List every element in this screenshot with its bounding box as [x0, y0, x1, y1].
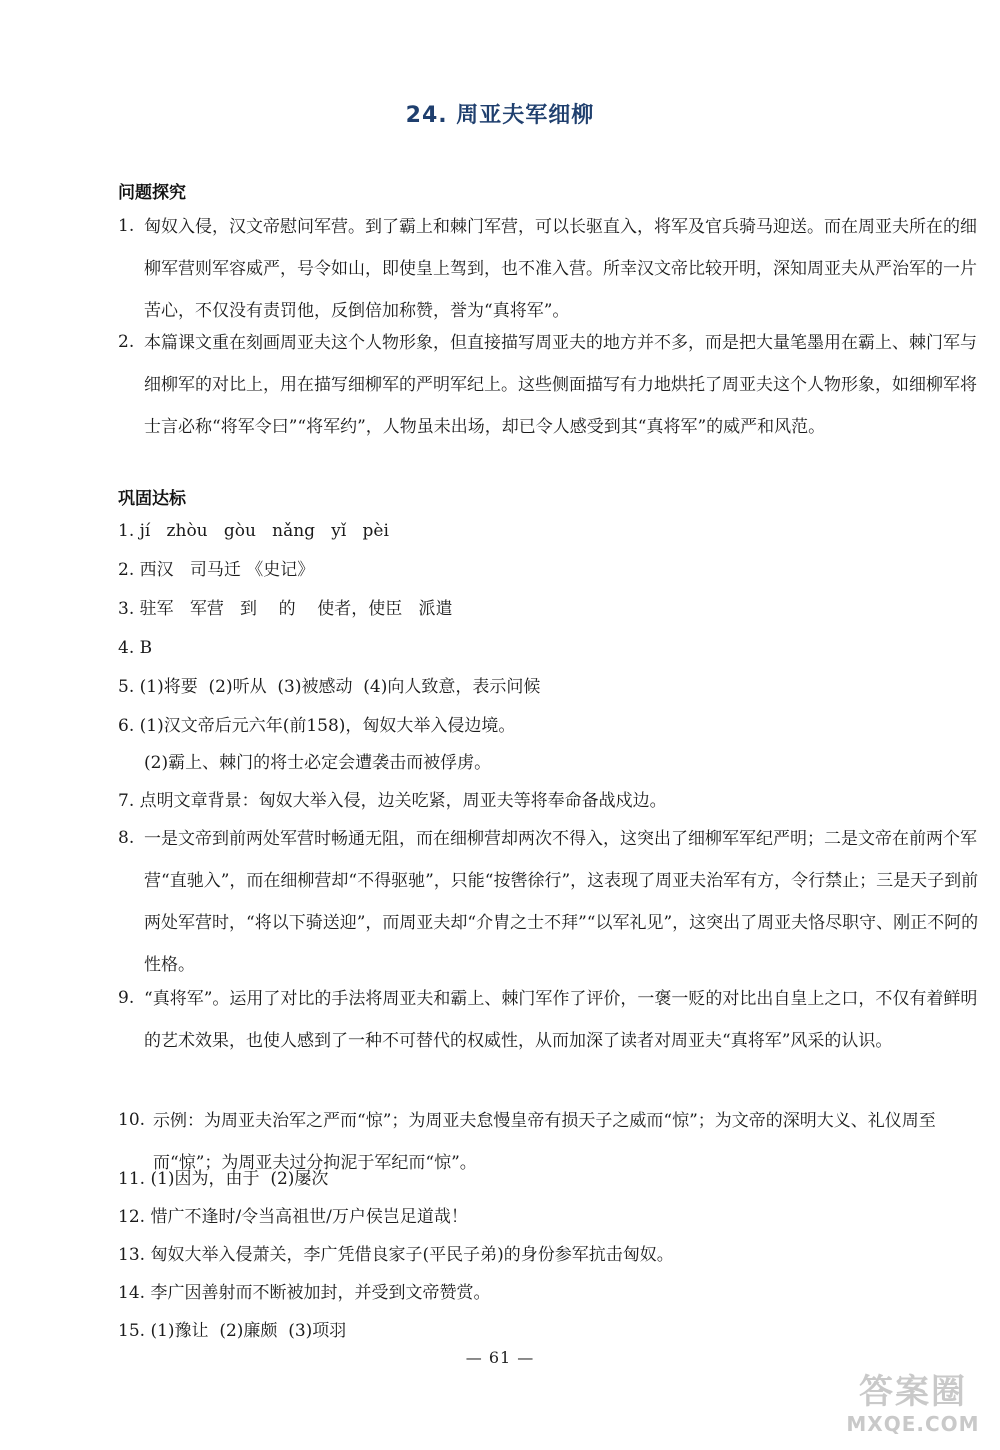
- answer-1: 1. jí zhòu gòu nǎng yǐ pèi: [118, 521, 389, 541]
- answer-15: 15. (1)豫让 (2)廉颇 (3)项羽: [118, 1321, 347, 1341]
- item-number: 9.: [118, 988, 135, 1008]
- answer-2: 2. 西汉 司马迁 《史记》: [118, 560, 315, 580]
- inquiry-item-1: [118, 206, 988, 332]
- item-text: 匈奴入侵，汉文帝慰问军营。到了霸上和棘门军营，可以长驱直入，将军及官兵骑马迎送。而在周亚夫所在的细柳军营则军容威严，号令如山，即使皇上驾到，也不准入营。所幸汉文帝比较开明，深知周亚夫从严治军的一片苦心，不仅没有责罚他，反倒倍加称赞，誉为“真将军”。: [144, 217, 977, 321]
- answer-11: 11. (1)因为，由于 (2)屡次: [118, 1169, 329, 1189]
- answer-4: 4. B: [118, 638, 153, 658]
- inquiry-item-2: [118, 322, 988, 448]
- answer-9: [118, 978, 988, 1062]
- item-text: 示例：为周亚夫治军之严而“惊”；为周亚夫怠慢皇帝有损天子之威而“惊”；为文帝的深明大义、礼仪周至而“惊”；为周亚夫过分拘泥于军纪而“惊”。: [153, 1111, 936, 1173]
- watermark-text-cn: 答案圈: [859, 1372, 967, 1412]
- item-number: 10.: [118, 1110, 146, 1130]
- answer-13: 13. 匈奴大举入侵萧关，李广凭借良家子(平民子弟)的身份参军抗击匈奴。: [118, 1245, 674, 1265]
- item-text: “真将军”。运用了对比的手法将周亚夫和霸上、棘门军作了评价，一褒一贬的对比出自皇上之口，不仅有着鲜明的艺术效果，也使人感到了一种不可替代的权威性，从而加深了读者对周亚夫“真将军”风采的认识。: [144, 989, 978, 1051]
- item-number: 2.: [118, 332, 135, 352]
- watermark-logo: [838, 1372, 988, 1444]
- watermark-text-url: MXQE.COM: [846, 1412, 980, 1436]
- answer-6-part-2: (2)霸上、棘门的将士必定会遭袭击而被俘虏。: [144, 753, 492, 773]
- item-text: 本篇课文重在刻画周亚夫这个人物形象，但直接描写周亚夫的地方并不多，而是把大量笔墨用在霸上、棘门军与细柳军的对比上，用在描写细柳军的严明军纪上。这些侧面描写有力地烘托了周亚夫这个人物形象，如细柳军将士言必称“将军令曰”“将军约”，人物虽未出场，却已令人感受到其“真将军”的威严和风范。: [144, 333, 977, 437]
- section-heading-inquiry: 问题探究: [118, 183, 186, 203]
- answer-12: 12. 惜广不逢时/令当高祖世/万户侯岂足道哉！: [118, 1207, 468, 1227]
- page-number: — 61 —: [465, 1348, 535, 1367]
- page-title: 24. 周亚夫军细柳: [405, 103, 595, 128]
- answer-7: 7. 点明文章背景：匈奴大举入侵，边关吃紧，周亚夫等将奉命备战戍边。: [118, 791, 667, 811]
- answer-6-part-1: 6. (1)汉文帝后元六年(前158)，匈奴大举入侵边境。: [118, 716, 516, 736]
- answer-8: [118, 818, 988, 986]
- section-heading-consolidate: 巩固达标: [118, 489, 186, 509]
- answer-14: 14. 李广因善射而不断被加封，并受到文帝赞赏。: [118, 1283, 491, 1303]
- item-number: 8.: [118, 828, 135, 848]
- answer-5: 5. (1)将要 (2)听从 (3)被感动 (4)向人致意，表示问候: [118, 677, 541, 697]
- item-text: 一是文帝到前两处军营时畅通无阻，而在细柳营却两次不得入，这突出了细柳军军纪严明；二是文帝在前两个军营“直驰入”，而在细柳营却“不得驱驰”，只能“按辔徐行”，这表现了周亚夫治军有方，令行禁止；三是天子到前两处军营时，“将以下骑送迎”，而周亚夫却“介胄之士不拜”“以军礼见”，这突出了周亚夫恪尽职守、刚正不阿的性格。: [144, 829, 979, 975]
- item-number: 1.: [118, 216, 135, 236]
- answer-3: 3. 驻军 军营 到 的 使者，使臣 派遣: [118, 599, 453, 619]
